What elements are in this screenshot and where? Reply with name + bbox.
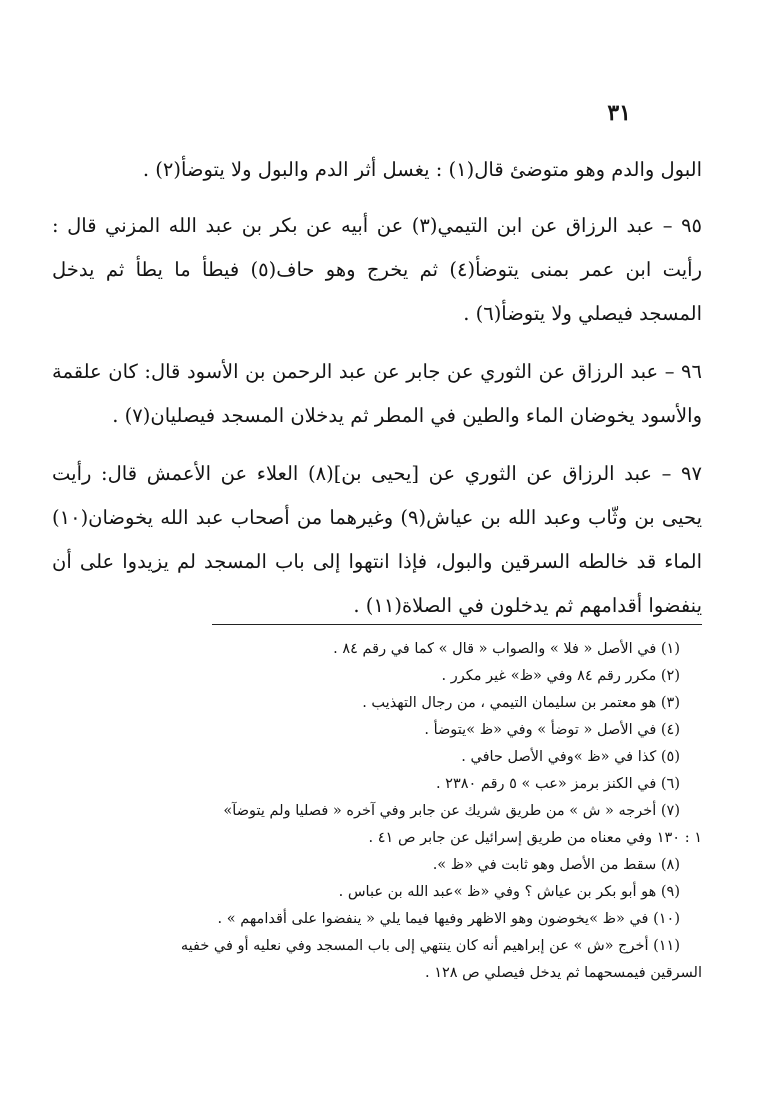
- footnote-2: (٢) مكرر رقم ٨٤ وفي «ظ» غير مكرر .: [441, 668, 680, 684]
- paragraph-97: ٩٧ – عبد الرزاق عن الثوري عن [يحيى بن](٨) العلاء عن الأعمش قال: رأيت يحيى بن وثّاب وعبد الله بن عياش(٩) وغيرهما من أصحاب عبد الله يخوضان(١٠) الماء قد خالطه السرقين والبول، فإذا انتهوا إلى باب المسجد لم يزيدوا على أن ينفضوا أقدامهم ثم يدخلون في الصلاة(١١) .: [52, 462, 703, 617]
- footnote-7: (٧) أخرجه « ش » من طريق شريك عن جابر وفي آخره « فصليا ولم يتوضآ»: [223, 803, 680, 819]
- footnotes: [42, 636, 702, 987]
- footnote-10: (١٠) في «ظ »يخوضون وهو الاظهر وفيها فيما يلي « ينفضوا على أقدامهم » .: [217, 911, 680, 927]
- main-text: [52, 148, 702, 642]
- footnote-separator: [212, 624, 702, 625]
- footnote-1: (١) في الأصل « فلا » والصواب « قال » كما في رقم ٨٤ .: [333, 641, 680, 657]
- footnote-8: (٨) سقط من الأصل وهو ثابت في «ظ ».: [432, 857, 680, 873]
- footnote-4: (٤) في الأصل « توضأ » وفي «ظ »يتوضأ .: [424, 722, 680, 738]
- paragraph-intro: البول والدم وهو متوضئ قال(١) : يغسل أثر الدم والبول ولا يتوضأ(٢) .: [142, 158, 702, 181]
- footnote-6: (٦) في الكنز برمز «عب » ٥ رقم ٢٣٨٠ .: [435, 776, 680, 792]
- footnote-9: (٩) هو أبو بكر بن عياش ؟ وفي «ظ »عبد الله بن عباس .: [338, 884, 680, 900]
- page-number: ٣١: [607, 100, 631, 126]
- footnote-5: (٥) كذا في «ظ »وفي الأصل حافي .: [461, 749, 680, 765]
- footnote-11: (١١) أخرج «ش » عن إبراهيم أنه كان ينتهي إلى باب المسجد وفي نعليه أو في خفيه: [180, 938, 680, 954]
- paragraph-95: ٩٥ – عبد الرزاق عن ابن التيمي(٣) عن أبيه عن بكر بن عبد الله المزني قال : رأيت ابن عمر بمنى يتوضأ(٤) ثم يخرج وهو حاف(٥) فيطأ ما يطأ ثم يدخل المسجد فيصلي ولا يتوضأ(٦) .: [52, 214, 703, 325]
- footnote-3: (٣) هو معتمر بن سليمان التيمي ، من رجال التهذيب .: [362, 695, 680, 711]
- footnote-7-continuation: ١ : ١٣٠ وفي معناه من طريق إسرائيل عن جابر ص ٤١ .: [368, 830, 702, 846]
- footnote-11-continuation: السرقين فيمسحهما ثم يدخل فيصلي ص ١٢٨ .: [424, 965, 702, 981]
- paragraph-96: ٩٦ – عبد الرزاق عن الثوري عن جابر عن عبد الرحمن بن الأسود قال: كان علقمة والأسود يخوضان الماء والطين في المطر ثم يدخلان المسجد فيصليان(٧) .: [52, 360, 702, 427]
